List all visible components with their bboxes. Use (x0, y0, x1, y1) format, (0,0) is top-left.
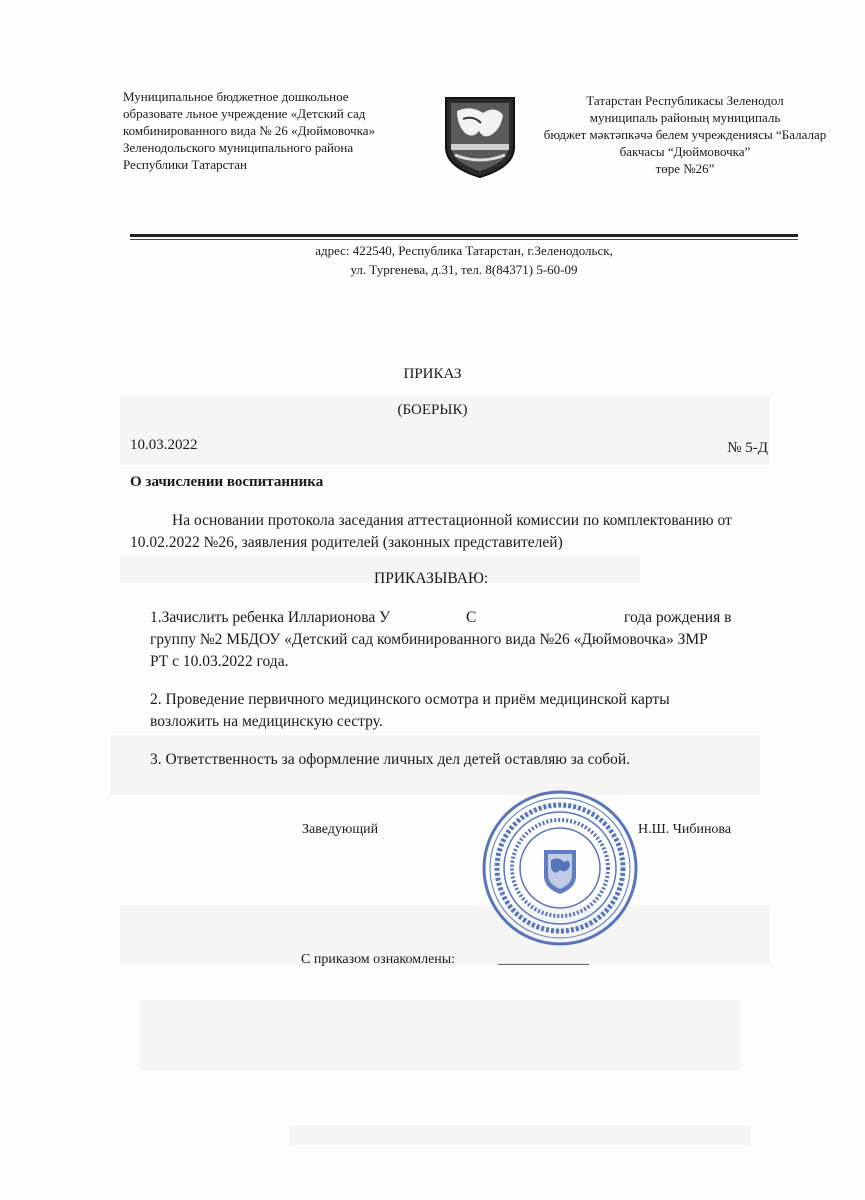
header-right-line: бакчасы “Дюймовочка” (619, 144, 751, 159)
header-right-line: бюджет мәктәпкәчә белем учреждениясы “Балалар (543, 127, 827, 142)
header-left-line: образовате льное учреждение «Детский сад (123, 106, 366, 121)
address-line: адрес: 422540, Республика Татарстан, г.Зеленодольск, (315, 243, 613, 258)
acquainted-blank-line: _____________ (498, 952, 589, 967)
order-number: № 5-Д (727, 440, 768, 456)
item3-line: 3. Ответственность за оформление личных дел детей оставляю за собой. (150, 751, 631, 768)
header-right-line: төре №26” (655, 161, 715, 176)
signature-name: Н.Ш. Чибинова (638, 822, 732, 837)
item1-line: РТ с 10.03.2022 года. (150, 653, 289, 670)
order-title: ПРИКАЗ (403, 366, 462, 382)
item2-line: 2. Проведение первичного медицинского осмотра и приём медицинской карты (150, 691, 670, 708)
header-divider-thick (130, 234, 798, 237)
bleed-through-band (290, 1125, 750, 1145)
item1-text-start: 1.Зачислить ребенка Илларионова У (150, 609, 391, 626)
item1-text-end: года рождения в (624, 609, 732, 626)
order-subject: О зачислении воспитанника (130, 474, 324, 490)
coat-of-arms-emblem (443, 95, 517, 179)
command-heading: ПРИКАЗЫВАЮ: (374, 570, 489, 587)
header-left-line: Муниципальное бюджетное дошкольное (123, 89, 349, 104)
order-date: 10.03.2022 (130, 437, 198, 453)
header-left-line: комбинированного вида № 26 «Дюймовочка» (123, 123, 376, 138)
address-block (130, 241, 798, 279)
basis-line: 10.02.2022 №26, заявления родителей (законных представителей) (130, 534, 563, 551)
acquainted-label: С приказом ознакомлены: (301, 952, 456, 967)
signature-position: Заведующий (302, 822, 379, 837)
item2-line: возложить на медицинскую сестру. (150, 713, 383, 730)
header-left-line: Республики Татарстан (123, 157, 247, 172)
basis-line: На основании протокола заседания аттестационной комиссии по комплектованию от (172, 512, 732, 529)
round-seal-stamp (480, 788, 640, 948)
header-right-line: Татарстан Республикасы Зеленодол (586, 93, 784, 108)
header-left-line: Зеленодольского муниципального района (123, 140, 354, 155)
address-line: ул. Тургенева, д.31, тел. 8(84371) 5-60-09 (350, 262, 578, 277)
bleed-through-band (140, 1000, 740, 1070)
header-divider-thin (130, 239, 798, 240)
order-title-tatar: (БОЕРЫК) (397, 402, 468, 418)
header-right-line: муниципаль районың муниципаль (589, 110, 781, 125)
item1-line: группу №2 МБДОУ «Детский сад комбинированного вида №26 «Дюймовочка» ЗМР (150, 631, 708, 648)
header-left-org-name (123, 88, 433, 173)
item1-text-initial: С (466, 609, 477, 626)
header-right-org-name-tatar (520, 92, 850, 177)
